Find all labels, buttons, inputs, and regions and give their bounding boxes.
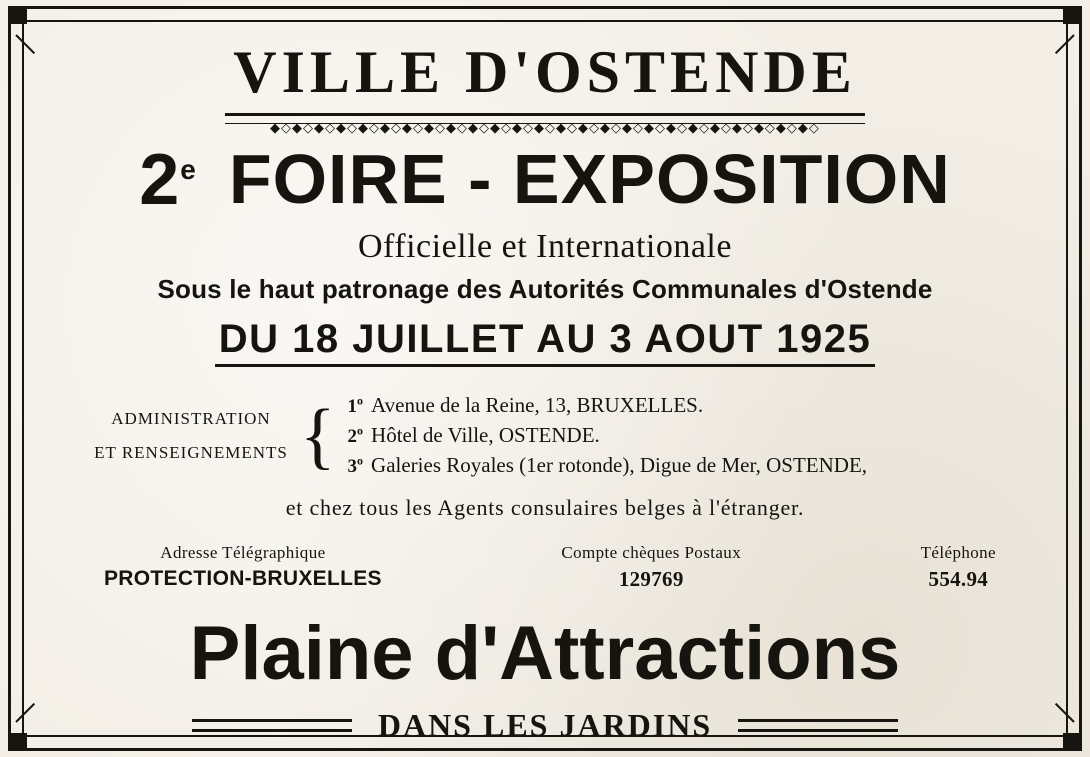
address-text: Galeries Royales (1er rotonde), Digue de Mer, OSTENDE, <box>371 453 868 478</box>
corner-block-bottom-left <box>11 733 27 748</box>
list-item <box>348 451 868 481</box>
list-item <box>348 421 868 451</box>
rule-right <box>738 717 898 735</box>
contact-info-row <box>34 543 1056 592</box>
corner-block-bottom-right <box>1063 733 1079 748</box>
curly-brace-icon: { <box>300 394 336 477</box>
contact-label: Adresse Télégraphique <box>160 543 326 563</box>
address-index-value: 3 <box>347 456 358 478</box>
contact-label: Téléphone <box>920 543 996 563</box>
contact-value: 554.94 <box>928 567 989 592</box>
patronage-line: Sous le haut patronage des Autorités Communales d'Ostende <box>157 274 933 305</box>
administration-block <box>34 391 1056 481</box>
attractions-title: Plaine d'Attractions <box>189 611 901 697</box>
contact-label: Compte chèques Postaux <box>561 543 742 563</box>
rule-left <box>192 717 352 735</box>
edition-number <box>139 140 195 221</box>
edition-number-suffix: e <box>180 154 195 186</box>
corner-block-top-right <box>1063 9 1079 24</box>
contact-telegraph <box>104 543 382 591</box>
contact-telephone <box>921 543 996 592</box>
contact-value: PROTECTION-BRUXELLES <box>104 567 382 591</box>
administration-label <box>86 402 296 470</box>
address-index-value: 1 <box>347 396 358 418</box>
title-divider-rule <box>225 113 865 126</box>
address-text: Hôtel de Ville, OSTENDE. <box>371 423 600 448</box>
administration-label-line1: ADMINISTRATION <box>111 409 271 429</box>
address-index <box>347 393 364 418</box>
agents-note: et chez tous les Agents consulaires belges à l'étranger. <box>285 495 805 521</box>
address-index-suffix: o <box>357 393 364 408</box>
attractions-subtitle-row <box>34 707 1056 744</box>
attractions-subtitle: DANS LES JARDINS <box>377 707 713 744</box>
event-title: FOIRE - EXPOSITION <box>228 140 951 219</box>
city-title: VILLE D'OSTENDE <box>233 39 857 105</box>
subtitle-official: Officielle et Internationale <box>358 228 732 266</box>
edition-number-value: 2 <box>139 140 179 221</box>
address-index-suffix: o <box>357 423 364 438</box>
contact-postal-account <box>561 543 741 592</box>
address-index-suffix: o <box>357 453 364 468</box>
address-index <box>347 453 364 478</box>
event-dates: DU 18 JUILLET AU 3 AOUT 1925 <box>215 317 876 367</box>
list-item <box>348 391 868 421</box>
poster-content <box>34 30 1056 744</box>
ornament-divider: ◆◇◆◇◆◇◆◇◆◇◆◇◆◇◆◇◆◇◆◇◆◇◆◇◆◇◆◇◆◇◆◇◆◇◆◇◆◇◆◇◆◇◆◇◆◇◆◇◆◇ <box>270 120 820 135</box>
contact-value: 129769 <box>618 567 684 592</box>
address-text: Avenue de la Reine, 13, BRUXELLES. <box>371 393 704 418</box>
corner-block-top-left <box>11 9 27 24</box>
address-list <box>348 391 868 481</box>
address-index <box>347 423 364 448</box>
event-title-row <box>34 140 1056 221</box>
address-index-value: 2 <box>347 426 358 448</box>
administration-label-line2: ET RENSEIGNEMENTS <box>94 443 288 463</box>
